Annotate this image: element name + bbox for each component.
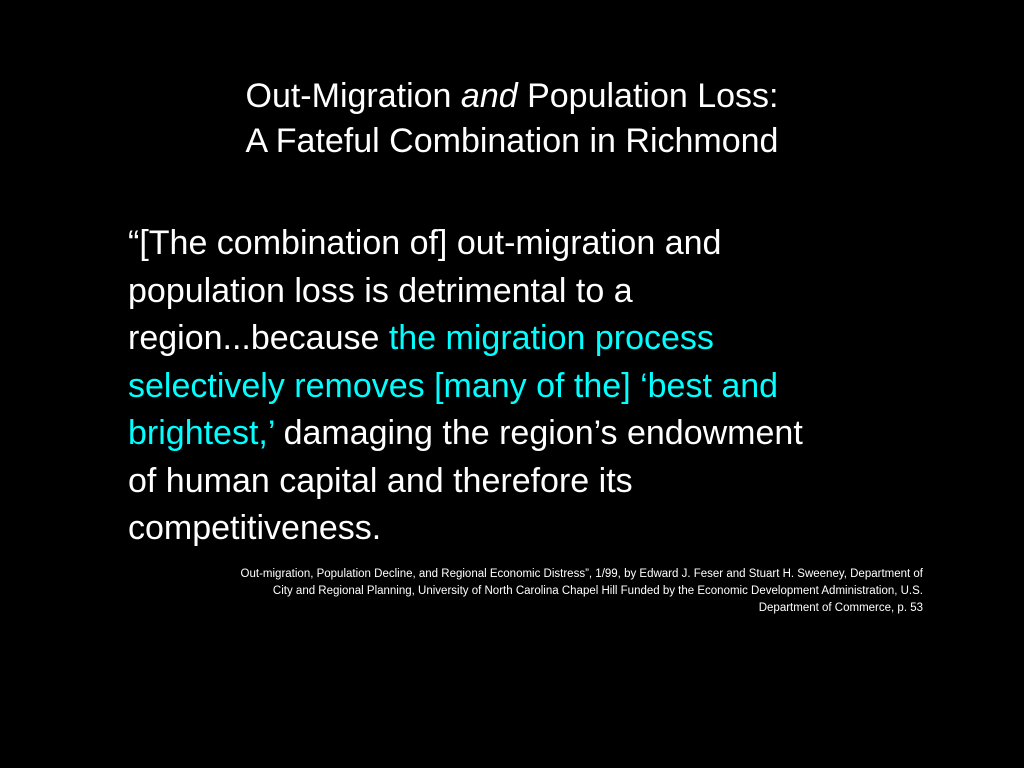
quote-line: brightest,’ damaging the region’s endowment bbox=[128, 414, 803, 452]
quote-line bbox=[128, 363, 928, 411]
citation-line: City and Regional Planning, University of North Carolina Chapel Hill Funded by the Economic Development Administration, U.S. bbox=[272, 585, 923, 597]
quote-highlight: selectively removes [many of the] ‘best and bbox=[128, 366, 779, 405]
quote-body bbox=[128, 220, 928, 553]
quote-line: “[The combination of] out-migration and bbox=[128, 224, 722, 262]
title-line-1: Out-Migration and Population Loss: bbox=[245, 77, 779, 115]
citation-line: Department of Commerce, p. 53 bbox=[758, 602, 923, 614]
citation bbox=[128, 566, 923, 617]
title-line-2: A Fateful Combination in Richmond bbox=[245, 122, 779, 160]
slide-title bbox=[0, 74, 1024, 164]
quote-highlight: the migration process bbox=[388, 319, 714, 357]
quote-highlight: brightest,’ bbox=[128, 414, 275, 452]
quote-line: of human capital and therefore its bbox=[128, 461, 633, 500]
citation-line: Out-migration, Population Decline, and Regional Economic Distress”, 1/99, by Edward J. Feser and Stuart H. Sweeney, Department of bbox=[240, 568, 923, 580]
title-emphasis: and bbox=[460, 77, 518, 115]
quote-line: region...because the migration process bbox=[128, 319, 714, 357]
quote-line: population loss is detrimental to a bbox=[128, 271, 633, 310]
quote-line: competitiveness. bbox=[128, 509, 382, 547]
